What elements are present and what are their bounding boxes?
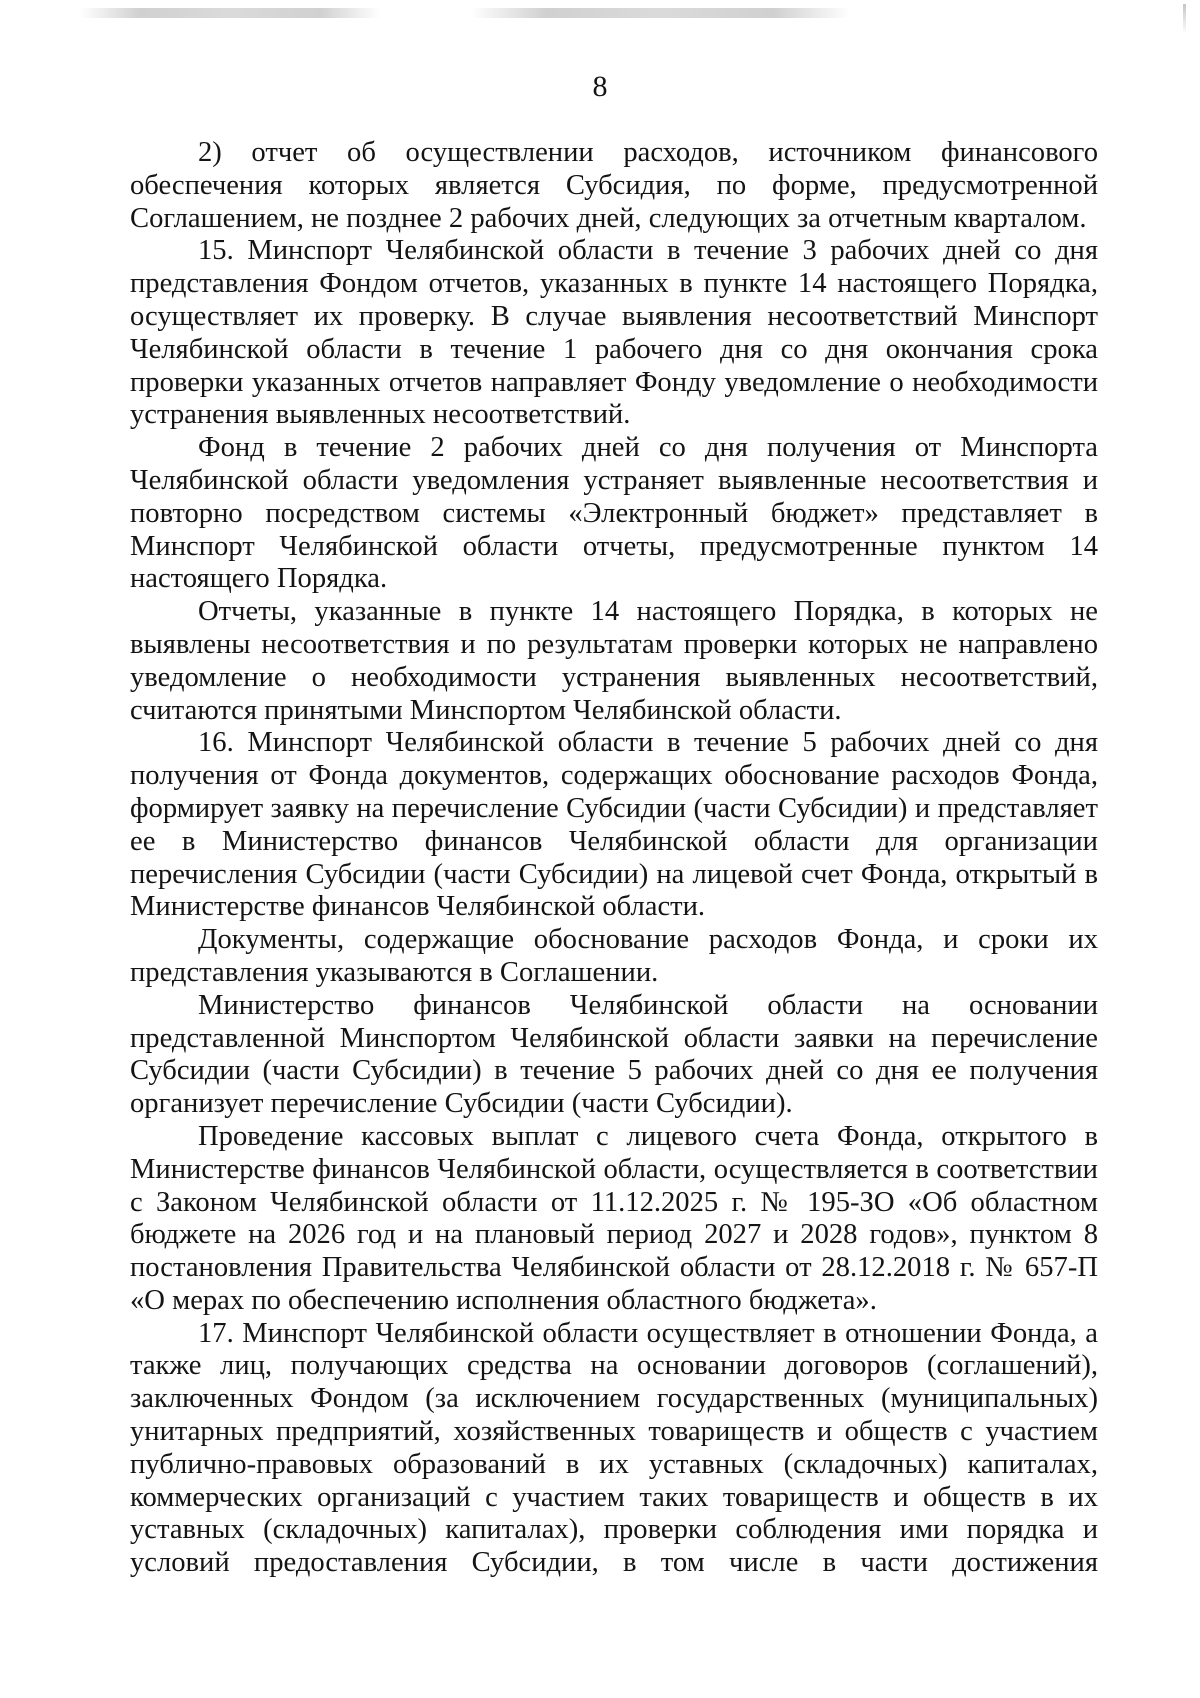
scan-artifact xyxy=(80,8,380,18)
paragraph-15-fund-correction: Фонд в течение 2 рабочих дней со дня получения от Минспорта Челябинской области уведомления устраняет выявленные несоответствия и повторно посредством системы «Электронный бюджет» представляет в Минспорт Челябинской области отчеты, предусмотренные пунктом 14 настоящего Порядка. xyxy=(130,432,1098,595)
paragraph-16-ministry-finance: Министерство финансов Челябинской области на основании представленной Минспортом Челябинской области заявки на перечисление Субсидии (части Субсидии) в течение 5 рабочих дней со дня ее получения организует перечисление Субсидии (части Субсидии). xyxy=(130,989,1098,1120)
document-body xyxy=(130,137,1098,1580)
paragraph-15: 15. Минспорт Челябинской области в течение 3 рабочих дней со дня представления Фондом отчетов, указанных в пункте 14 настоящего Порядка, осуществляет их проверку. В случае выявления несоответствий Минспорт Челябинской области в течение 1 рабочего дня со дня окончания срока проверки указанных отчетов направляет Фонду уведомление о необходимости устранения выявленных несоответствий. xyxy=(130,235,1098,431)
page-number: 8 xyxy=(592,70,608,103)
paragraph-17: 17. Минспорт Челябинской области осуществляет в отношении Фонда, а также лиц, получающих средства на основании договоров (соглашений), заключенных Фондом (за исключением государственных (муниципальных) унитарных предприятий, хозяйственных товариществ и обществ с участием публично-правовых образований в их уставных (складочных) капиталах, коммерческих организаций с участием таких товариществ и обществ в их уставных (складочных) капиталах), проверки соблюдения ими порядка и условий предоставления Субсидии, в том числе в части достижения xyxy=(130,1317,1098,1579)
paragraph-16-documents: Документы, содержащие обоснование расходов Фонда, и сроки их представления указываются в Соглашении. xyxy=(130,924,1098,988)
scan-artifact xyxy=(1183,4,1186,34)
paragraph-16-cash-payments: Проведение кассовых выплат с лицевого счета Фонда, открытого в Министерстве финансов Челябинской области, осуществляется в соответствии с Законом Челябинской области от 11.12.2025 г. № 195-ЗО «Об областном бюджете на 2026 год и на плановый период 2027 и 2028 годов», пунктом 8 постановления Правительства Челябинской области от 28.12.2018 г. № 657-П «О мерах по обеспечению исполнения областного бюджета». xyxy=(130,1120,1098,1316)
paragraph-16: 16. Минспорт Челябинской области в течение 5 рабочих дней со дня получения от Фонда документов, содержащих обоснование расходов Фонда, формирует заявку на перечисление Субсидии (части Субсидии) и представляет ее в Министерство финансов Челябинской области для организации перечисления Субсидии (части Субсидии) на лицевой счет Фонда, открытый в Министерстве финансов Челябинской области. xyxy=(130,727,1098,923)
scan-artifact xyxy=(470,8,850,18)
paragraph-15-reports-accepted: Отчеты, указанные в пункте 14 настоящего Порядка, в которых не выявлены несоответствия и по результатам проверки которых не направлено уведомление о необходимости устранения выявленных несоответствий, считаются принятыми Минспортом Челябинской области. xyxy=(130,596,1098,726)
paragraph-item-2: 2) отчет об осуществлении расходов, источником финансового обеспечения которых является Субсидия, по форме, предусмотренной Соглашением, не позднее 2 рабочих дней, следующих за отчетным кварталом. xyxy=(130,137,1098,234)
